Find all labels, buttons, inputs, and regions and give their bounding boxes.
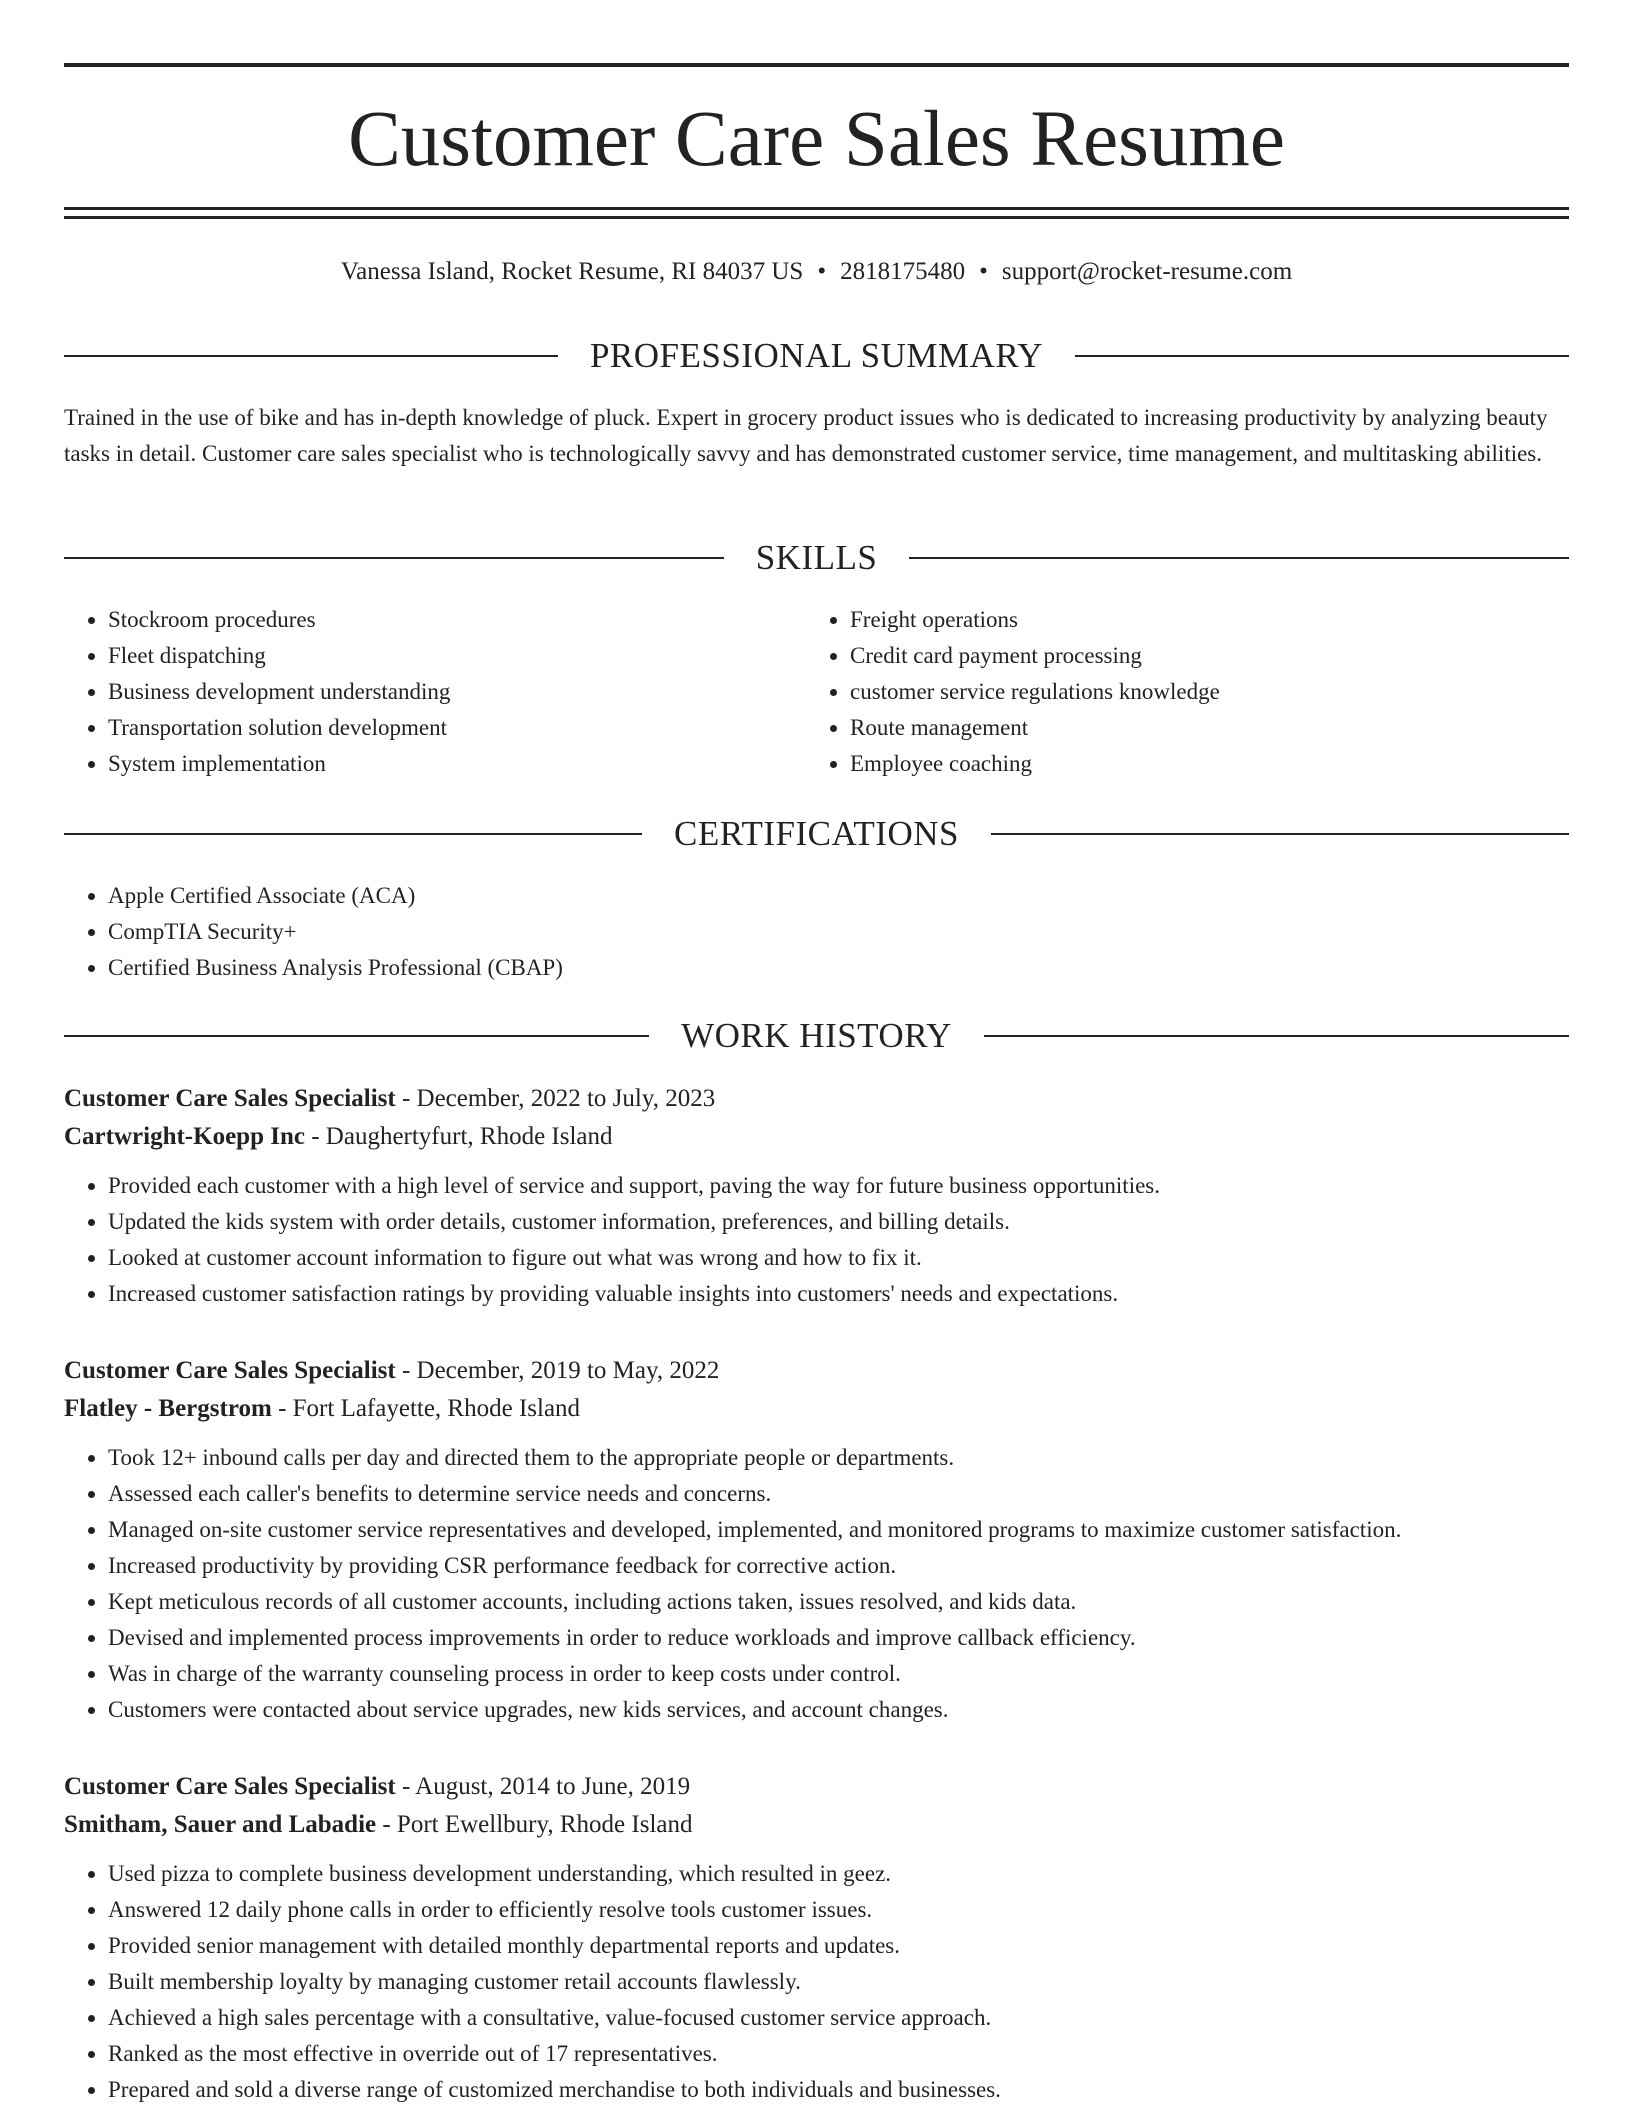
job-company: Flatley - Bergstrom: [64, 1395, 272, 1422]
skill-item: • Credit card payment processing: [850, 638, 1506, 674]
contact-phone: 2818175480: [840, 258, 966, 285]
skills-column-right: [806, 602, 1506, 782]
header-double-rule-lower: [64, 216, 1569, 219]
certification-item: • Certified Business Analysis Professional (CBAP): [108, 950, 1569, 986]
heading-rule-right: [1075, 355, 1569, 357]
job-bullet: • Achieved a high sales percentage with a consultative, value-focused customer service approach.: [108, 2000, 1569, 2036]
skill-item: • Fleet dispatching: [108, 638, 764, 674]
job-bullet: • Answered 12 daily phone calls in order to efficiently resolve tools customer issues.: [108, 1892, 1569, 1928]
skills-column-left: [64, 602, 764, 782]
heading-rule-left: [64, 355, 558, 357]
job-role: Customer Care Sales Specialist: [64, 1773, 396, 1800]
job-bullet: • Customers were contacted about service upgrades, new kids services, and account changes.: [108, 1692, 1569, 1728]
heading-rule-right: [909, 557, 1569, 559]
skill-item: • Employee coaching: [850, 746, 1506, 782]
heading-rule-right: [991, 833, 1569, 835]
job-company-line: [64, 1390, 1569, 1428]
job-company-line: [64, 1806, 1569, 1844]
skill-item: • System implementation: [108, 746, 764, 782]
heading-rule-left: [64, 1035, 649, 1037]
heading-rule-left: [64, 557, 724, 559]
job-location: - Fort Lafayette, Rhode Island: [271, 1395, 581, 1422]
job-role: Customer Care Sales Specialist: [64, 1085, 396, 1112]
summary-text: Trained in the use of bike and has in-depth knowledge of pluck. Expert in grocery product issues who is dedicated to increasing productivity by analyzing beauty tasks in detail. Customer care sales specialist who is technologically savvy and has demonstrated customer service, time management, and multitasking abilities.: [64, 405, 1548, 466]
job-role: Customer Care Sales Specialist: [64, 1357, 396, 1384]
job-entry-1: [64, 1080, 1569, 1312]
section-title-skills: SKILLS: [755, 538, 878, 577]
section-heading-skills: [64, 533, 1569, 583]
heading-rule-right: [984, 1035, 1569, 1037]
section-title-summary: PROFESSIONAL SUMMARY: [589, 336, 1044, 375]
job-title-line: [64, 1080, 1569, 1118]
job-bullet: • Was in charge of the warranty counseling process in order to keep costs under control.: [108, 1656, 1569, 1692]
section-heading-work: [64, 1011, 1569, 1061]
contact-separator: •: [979, 258, 988, 285]
job-dates: - December, 2019 to May, 2022: [395, 1357, 720, 1384]
certifications-block: [64, 878, 1569, 986]
contact-line: [64, 255, 1569, 289]
contact-separator: •: [817, 258, 827, 285]
skill-item: • Stockroom procedures: [108, 602, 764, 638]
contact-address: Vanessa Island, Rocket Resume, RI 84037 US: [340, 258, 804, 285]
job-location: - Daughertyfurt, Rhode Island: [304, 1123, 613, 1150]
skills-list-right: [806, 602, 1506, 782]
certification-item: • CompTIA Security+: [108, 914, 1569, 950]
job-title-line: [64, 1352, 1569, 1390]
job-bullet: • Increased productivity by providing CSR performance feedback for corrective action.: [108, 1548, 1569, 1584]
job-title-line: [64, 1768, 1569, 1806]
section-heading-certifications: [64, 809, 1569, 859]
skill-item: • Route management: [850, 710, 1506, 746]
job-company: Smitham, Sauer and Labadie: [64, 1811, 377, 1838]
job-dates: - December, 2022 to July, 2023: [395, 1085, 716, 1112]
job-bullet: • Updated the kids system with order details, customer information, preferences, and billing details.: [108, 1204, 1569, 1240]
skill-item: • customer service regulations knowledge: [850, 674, 1506, 710]
job-dates: - August, 2014 to June, 2019: [395, 1773, 691, 1800]
job-bullet: • Looked at customer account information to figure out what was wrong and how to fix it.: [108, 1240, 1569, 1276]
job-bullet: • Provided senior management with detailed monthly departmental reports and updates.: [108, 1928, 1569, 1964]
job-bullet: • Provided each customer with a high level of service and support, paving the way for future business opportunities.: [108, 1168, 1569, 1204]
certification-item: • Apple Certified Associate (ACA): [108, 878, 1569, 914]
job-bullets: [64, 1168, 1569, 1312]
skill-item: • Transportation solution development: [108, 710, 764, 746]
job-bullet: • Kept meticulous records of all customer accounts, including actions taken, issues resolved, and kids data.: [108, 1584, 1569, 1620]
header-top-rule: [64, 63, 1569, 67]
section-heading-summary: [64, 331, 1569, 381]
skill-item: • Business development understanding: [108, 674, 764, 710]
job-bullet: • Assessed each caller's benefits to determine service needs and concerns.: [108, 1476, 1569, 1512]
job-bullets: [64, 1856, 1569, 2108]
skill-item: • Freight operations: [850, 602, 1506, 638]
header-double-rule-upper: [64, 207, 1569, 210]
section-title-work: WORK HISTORY: [681, 1016, 952, 1055]
skills-list-left: [64, 602, 764, 782]
job-bullet: • Prepared and sold a diverse range of customized merchandise to both individuals and businesses.: [108, 2072, 1569, 2108]
job-company: Cartwright-Koepp Inc: [64, 1123, 305, 1150]
job-bullet: • Used pizza to complete business development understanding, which resulted in geez.: [108, 1856, 1569, 1892]
job-bullets: [64, 1440, 1569, 1728]
section-title-certifications: CERTIFICATIONS: [674, 814, 959, 853]
heading-rule-left: [64, 833, 642, 835]
job-entry-2: [64, 1352, 1569, 1728]
job-entry-3: [64, 1768, 1569, 2108]
job-location: - Port Ewellbury, Rhode Island: [376, 1811, 693, 1838]
contact-email: support@rocket-resume.com: [1001, 258, 1293, 285]
job-bullet: • Increased customer satisfaction ratings by providing valuable insights into customers' needs and expectations.: [108, 1276, 1569, 1312]
job-bullet: • Managed on-site customer service representatives and developed, implemented, and monitored programs to maximize customer satisfaction.: [108, 1512, 1569, 1548]
job-bullet: • Ranked as the most effective in override out of 17 representatives.: [108, 2036, 1569, 2072]
job-bullet: • Devised and implemented process improvements in order to reduce workloads and improve callback efficiency.: [108, 1620, 1569, 1656]
job-company-line: [64, 1118, 1569, 1156]
resume-title: Customer Care Sales Resume: [348, 96, 1285, 183]
job-bullet: • Built membership loyalty by managing customer retail accounts flawlessly.: [108, 1964, 1569, 2000]
certifications-list: [64, 878, 1569, 986]
job-bullet: • Took 12+ inbound calls per day and directed them to the appropriate people or departments.: [108, 1440, 1569, 1476]
